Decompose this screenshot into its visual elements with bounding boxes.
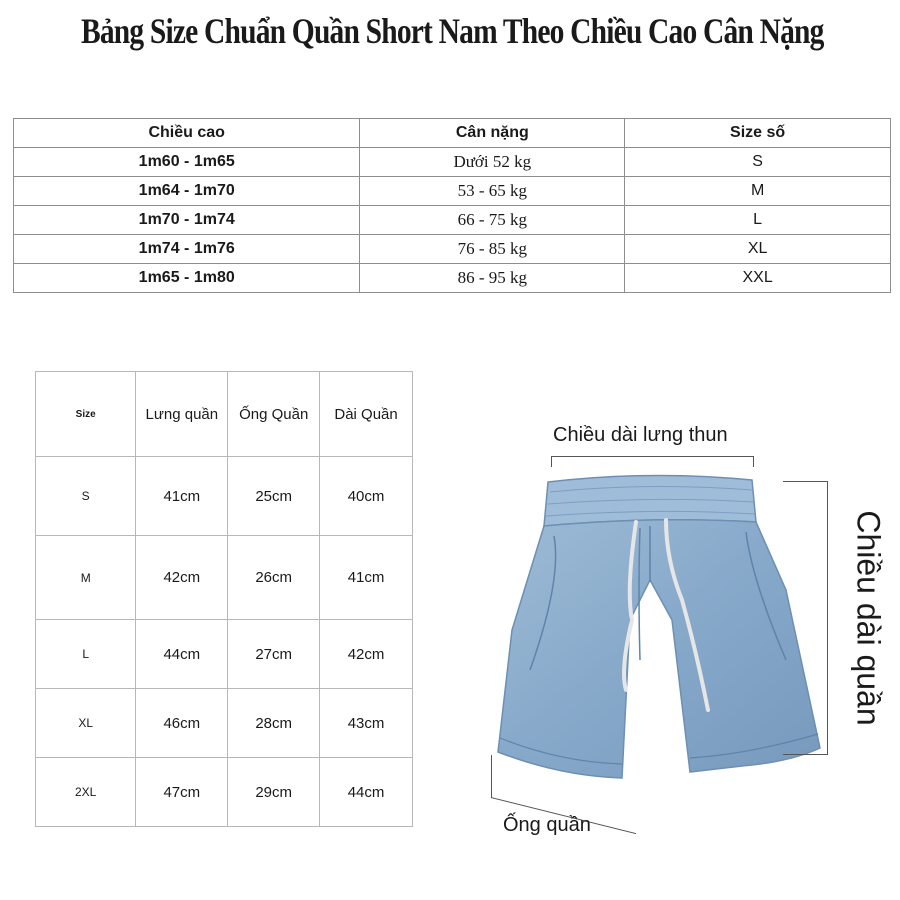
header-weight: Cân nặng [360, 119, 625, 148]
table-row [36, 536, 413, 620]
size-cell: 2XL [36, 758, 136, 827]
header-leg-opening: Ống Quần [228, 372, 320, 457]
size-cell: XL [36, 689, 136, 758]
weight-cell: 86 - 95 kg [360, 264, 625, 293]
table-row [14, 235, 891, 264]
length-cell: 43cm [320, 689, 413, 758]
table-row [14, 206, 891, 235]
weight-cell: 76 - 85 kg [360, 235, 625, 264]
measurements-table [35, 371, 413, 827]
table-row [14, 148, 891, 177]
waist-cell: 42cm [136, 536, 228, 620]
header-height: Chiều cao [14, 119, 360, 148]
denim-shorts-illustration [490, 470, 830, 790]
leg-cell: 26cm [228, 536, 320, 620]
size-cell: S [36, 457, 136, 536]
waist-cell: 41cm [136, 457, 228, 536]
size-cell: XL [625, 235, 891, 264]
weight-cell: 66 - 75 kg [360, 206, 625, 235]
length-cell: 42cm [320, 620, 413, 689]
header-size: Size số [625, 119, 891, 148]
waist-cell: 47cm [136, 758, 228, 827]
size-cell: L [625, 206, 891, 235]
leg-opening-label: Ống quần [503, 814, 591, 836]
leg-cell: 25cm [228, 457, 320, 536]
leg-cell: 28cm [228, 689, 320, 758]
weight-cell: Dưới 52 kg [360, 148, 625, 177]
length-cell: 41cm [320, 536, 413, 620]
leg-cell: 27cm [228, 620, 320, 689]
height-cell: 1m60 - 1m65 [14, 148, 360, 177]
header-waist: Lưng quần [136, 372, 228, 457]
table-row [36, 620, 413, 689]
length-cell: 40cm [320, 457, 413, 536]
length-bracket [783, 481, 828, 755]
page-title: Bảng Size Chuẩn Quần Short Nam Theo Chiều Cao Cân Nặng [81, 11, 824, 51]
table-header-row [36, 372, 413, 457]
length-label: Chiều dài quần [850, 510, 887, 726]
size-cell: M [36, 536, 136, 620]
table-row [36, 689, 413, 758]
height-cell: 1m74 - 1m76 [14, 235, 360, 264]
header-length: Dài Quần [320, 372, 413, 457]
table-row [14, 264, 891, 293]
leg-cell: 29cm [228, 758, 320, 827]
shorts-body [498, 520, 820, 778]
table-row [36, 758, 413, 827]
size-cell: S [625, 148, 891, 177]
size-cell: XXL [625, 264, 891, 293]
waist-cell: 44cm [136, 620, 228, 689]
size-by-body-table [13, 118, 891, 293]
table-row [36, 457, 413, 536]
size-cell: L [36, 620, 136, 689]
table-header-row [14, 119, 891, 148]
length-cell: 44cm [320, 758, 413, 827]
waist-cell: 46cm [136, 689, 228, 758]
waist-label: Chiều dài lưng thun [553, 424, 728, 446]
header-size: Size [36, 372, 136, 457]
waist-bracket [551, 456, 754, 467]
height-cell: 1m65 - 1m80 [14, 264, 360, 293]
height-cell: 1m64 - 1m70 [14, 177, 360, 206]
weight-cell: 53 - 65 kg [360, 177, 625, 206]
height-cell: 1m70 - 1m74 [14, 206, 360, 235]
table-row [14, 177, 891, 206]
size-cell: M [625, 177, 891, 206]
